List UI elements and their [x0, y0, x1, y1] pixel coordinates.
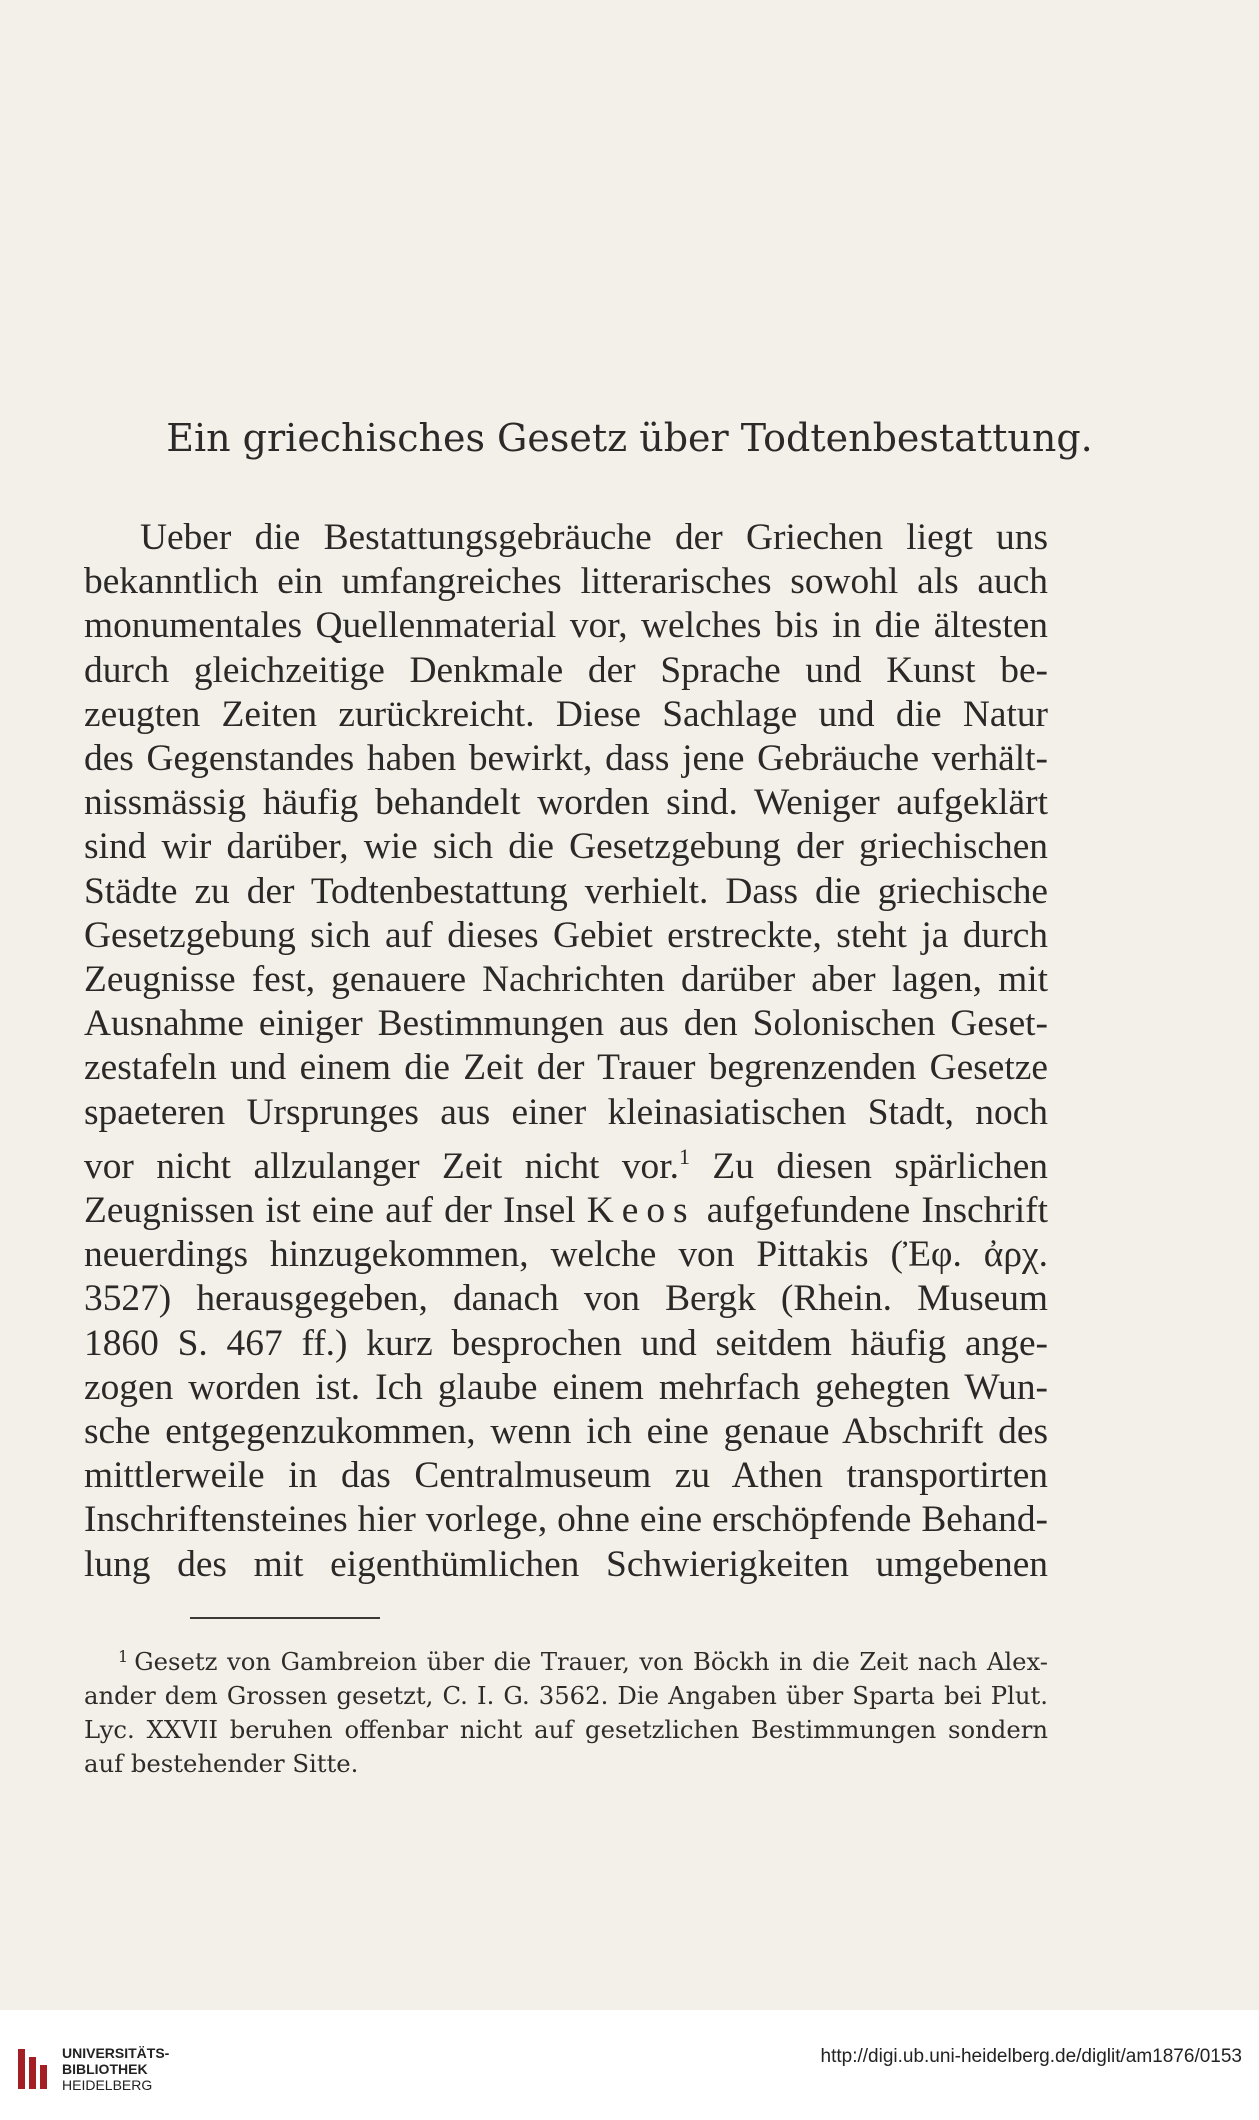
- body-line: lung des mit eigenthümlichen Schwierigkeiten umgebenen: [84, 1543, 1048, 1585]
- page-title: Ein griechisches Gesetz über Todtenbestattung.: [166, 416, 1093, 460]
- footnote-reference[interactable]: 1: [678, 1143, 690, 1169]
- logo-line: HEIDELBERG: [62, 2077, 153, 2093]
- body-line: monumentales Quellenmaterial vor, welches bis in die ältesten: [84, 605, 1048, 647]
- body-line: Gesetzgebung sich auf dieses Gebiet erstreckte, steht ja durch: [84, 914, 1048, 956]
- footnote-line-part: Gesetz von Gambreion über die Trauer, von Böckh in die Zeit nach Alex-: [134, 1647, 1048, 1676]
- body-text: [84, 516, 1048, 1587]
- footnote-line: Lyc. XXVII beruhen offenbar nicht auf gesetzlichen Bestimmungen sondern: [84, 1715, 1048, 1744]
- source-url-link[interactable]: http://digi.ub.uni-heidelberg.de/diglit/am1876/0153: [820, 2046, 1242, 2067]
- body-line-part: Zeugnissen ist eine auf der Insel: [84, 1190, 587, 1232]
- footnote-line: auf bestehender Sitte.: [84, 1749, 359, 1778]
- body-line: [84, 1189, 1048, 1233]
- body-line: spaeteren Ursprunges aus einer kleinasiatischen Stadt, noch: [84, 1091, 1048, 1133]
- footnote-number: 1: [118, 1647, 129, 1666]
- footnote: [84, 1640, 1048, 1781]
- body-line: Ueber die Bestattungsgebräuche der Griechen liegt uns: [140, 517, 1048, 558]
- body-line: Zeugnisse fest, genauere Nachrichten darüber aber lagen, mit: [84, 959, 1048, 1001]
- library-logo-icon: [18, 2049, 48, 2089]
- footnote-line: [84, 1640, 1048, 1679]
- body-line: durch gleichzeitige Denkmale der Sprache und Kunst be-: [84, 649, 1048, 691]
- place-name-keos: Keos: [586, 1190, 696, 1232]
- body-line-part: Zu diesen spärlichen: [689, 1145, 1048, 1187]
- body-line-part: aufgefundene Inschrift: [695, 1190, 1048, 1232]
- logo-line: BIBLIOTHEK: [62, 2061, 148, 2077]
- body-line: Ausnahme einiger Bestimmungen aus den Solonischen Geset-: [84, 1003, 1048, 1045]
- body-line: nissmässig häufig behandelt worden sind. Weniger aufgeklärt: [84, 782, 1048, 824]
- library-logo[interactable]: [18, 2045, 169, 2093]
- body-line: Städte zu der Todtenbestattung verhielt. Dass die griechische: [84, 870, 1048, 912]
- body-line: des Gegenstandes haben bewirkt, dass jene Gebräuche verhält-: [84, 738, 1048, 780]
- footnote-divider: [190, 1617, 380, 1619]
- body-line: [84, 1135, 1048, 1189]
- body-line: zogen worden ist. Ich glaube einem mehrfach gehegten Wun-: [84, 1366, 1048, 1408]
- body-line: mittlerweile in das Centralmuseum zu Athen transportirten: [84, 1455, 1048, 1497]
- body-line: sche entgegenzukommen, wenn ich eine genaue Abschrift des: [84, 1411, 1048, 1453]
- body-line: bekanntlich ein umfangreiches litterarisches sowohl als auch: [84, 561, 1048, 603]
- body-line: neuerdings hinzugekommen, welche von Pittakis (Ἐφ. ἀρχ.: [84, 1234, 1048, 1276]
- show-through-shadow: [0, 100, 1259, 142]
- library-logo-text: [62, 2045, 169, 2093]
- body-line: 3527) herausgegeben, danach von Bergk (Rhein. Museum: [84, 1278, 1048, 1320]
- logo-line: UNIVERSITÄTS-: [62, 2045, 170, 2061]
- body-line: zestafeln und einem die Zeit der Trauer begrenzenden Gesetze: [84, 1047, 1048, 1089]
- body-line: sind wir darüber, wie sich die Gesetzgebung der griechischen: [84, 826, 1048, 868]
- body-line-part: vor nicht allzulanger Zeit nicht vor.: [84, 1145, 679, 1187]
- body-line: Inschriftensteines hier vorlege, ohne eine erschöpfende Behand-: [84, 1499, 1048, 1541]
- footnote-line: ander dem Grossen gesetzt, C. I. G. 3562. Die Angaben über Sparta bei Plut.: [84, 1681, 1048, 1710]
- body-line: zeugten Zeiten zurückreicht. Diese Sachlage und die Natur: [84, 693, 1048, 735]
- body-line: 1860 S. 467 ff.) kurz besprochen und seitdem häufig ange-: [84, 1322, 1048, 1364]
